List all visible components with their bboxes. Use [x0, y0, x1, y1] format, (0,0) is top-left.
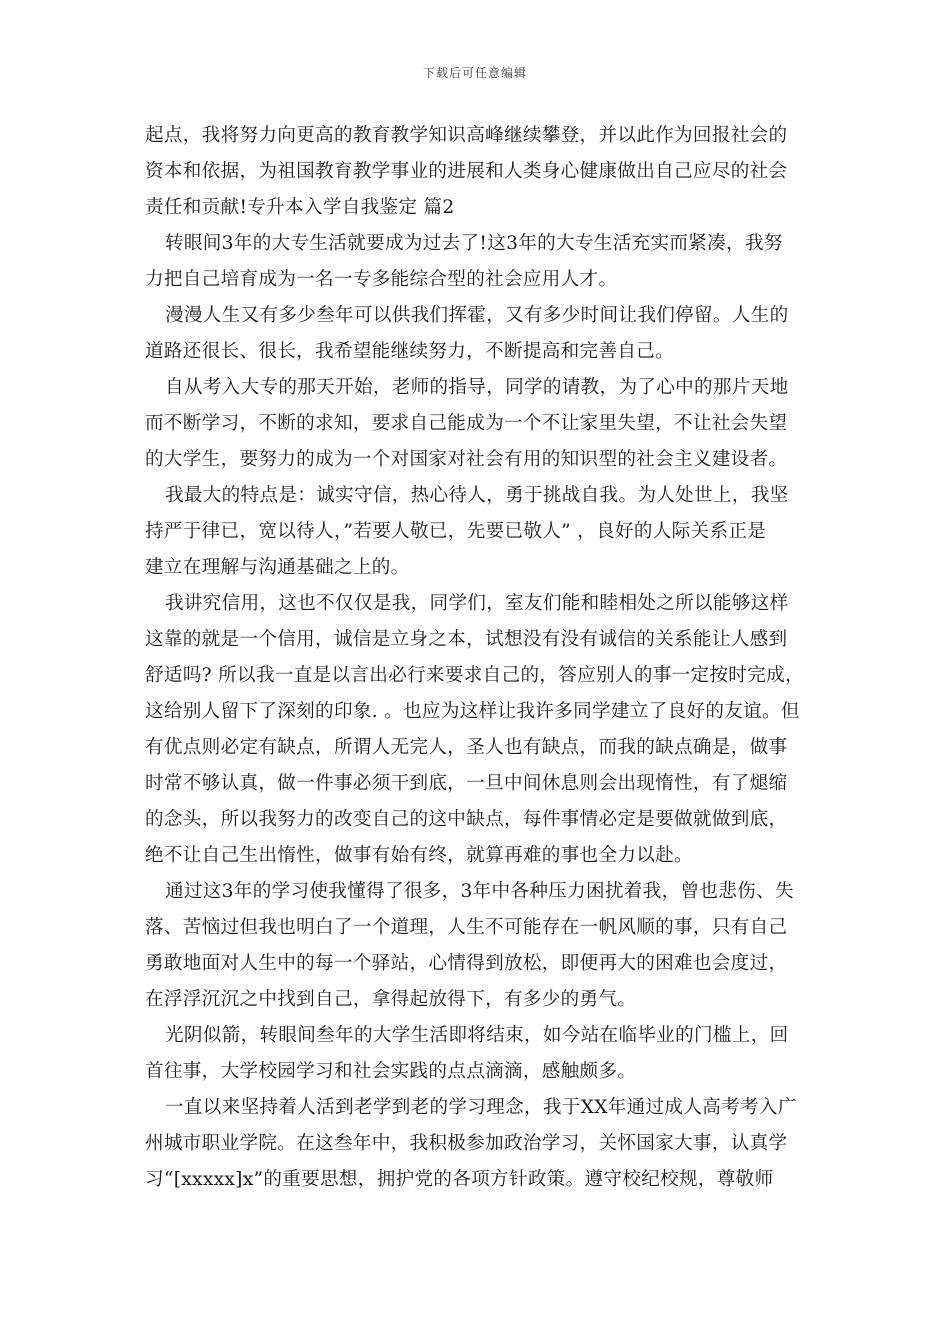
text-line: 持严于律已，宽以待人，”若要人敬已，先要已敬人” ，良好的人际关系正是: [145, 521, 767, 542]
text-line: 责任和贡献!专升本入学自我鉴定 篇2: [145, 197, 455, 218]
text-line: 落、苦恼过但我也明白了一个道理，人生不可能存在一帆风顺的事，只有自己: [145, 917, 788, 938]
text-line: 的大学生，要努力的成为一个对国家对社会有用的知识型的社会主义建设者。: [145, 449, 788, 470]
text-line: 绝不让自己生出惰性，做事有始有终，就算再难的事也全力以赴。: [145, 845, 693, 866]
text-line: 首往事，大学校园学习和社会实践的点点滴滴，感触颇多。: [145, 1061, 637, 1082]
text-line: 而不断学习，不断的求知，要求自己能成为一个不让家里失望，不让社会失望: [145, 413, 788, 434]
text-line: 州城市职业学院。在这叁年中，我积极参加政治学习，关怀国家大事，认真学: [145, 1133, 788, 1154]
document-body: [145, 118, 815, 1198]
text-line: 光阴似箭，转眼间叁年的大学生活即将结束，如今站在临毕业的门槛上，回: [165, 1025, 789, 1046]
text-line: 一直以来坚持着人活到老学到老的学习理念，我于XX年通过成人高考考入广: [165, 1097, 797, 1118]
text-line: 自从考入大专的那天开始，老师的指导，同学的请教，为了心中的那片天地: [165, 377, 789, 398]
text-line: 力把自己培育成为一名一专多能综合型的社会应用人才。: [145, 269, 618, 290]
text-line: 我最大的特点是：诚实守信，热心待人，勇于挑战自我。为人处世上，我坚: [165, 485, 789, 506]
text-line: 漫漫人生又有多少叁年可以供我们挥霍，又有多少时间让我们停留。人生的: [165, 305, 789, 326]
text-line: 道路还很长、很长，我希望能继续努力，不断提高和完善自己。: [145, 341, 675, 362]
text-line: 在浮浮沉沉之中找到自己，拿得起放得下，有多少的勇气。: [145, 989, 637, 1010]
page-header: 下载后可任意编辑: [422, 66, 527, 80]
text-line: 有优点则必定有缺点，所谓人无完人，圣人也有缺点，而我的缺点确是，做事: [145, 737, 788, 758]
text-line: 我讲究信用，这也不仅仅是我，同学们，室友们能和睦相处之所以能够这样: [165, 593, 789, 614]
text-line: 习“[xxxxx]x”的重要思想，拥护党的各项方针政策。遵守校纪校规，尊敬师: [145, 1169, 774, 1190]
text-line: 这靠的就是一个信用，诚信是立身之本，试想没有没有诚信的关系能让人感到: [145, 629, 788, 650]
text-line: 的念头，所以我努力的改变自己的这中缺点，每件事情必定是要做就做到底，: [145, 809, 788, 830]
text-line: 勇敢地面对人生中的每一个驿站，心情得到放松，即便再大的困难也会度过，: [145, 953, 788, 974]
text-line: 这给别人留下了深刻的印象. 。也应为这样让我许多同学建立了良好的友谊。但: [145, 701, 800, 722]
text-line: 时常不够认真，做一件事必须干到底，一旦中间休息则会出现惰性，有了煺缩: [145, 773, 788, 794]
text-line: 转眼间3年的大专生活就要成为过去了!这3年的大专生活充实而紧凑，我努: [165, 233, 783, 254]
text-line: 建立在理解与沟通基础之上的。: [145, 557, 410, 578]
text-line: 通过这3年的学习使我懂得了很多，3年中各种压力困扰着我，曾也悲伤、失: [165, 881, 794, 902]
text-line: 资本和依据，为祖国教育教学事业的进展和人类身心健康做出自己应尽的社会: [145, 161, 788, 182]
text-line: 舒适吗? 所以我一直是以言出必行来要求自己的，答应别人的事一定按时完成，: [145, 665, 804, 686]
text-line: 起点，我将努力向更高的教育教学知识高峰继续攀登，并以此作为回报社会的: [145, 125, 788, 146]
